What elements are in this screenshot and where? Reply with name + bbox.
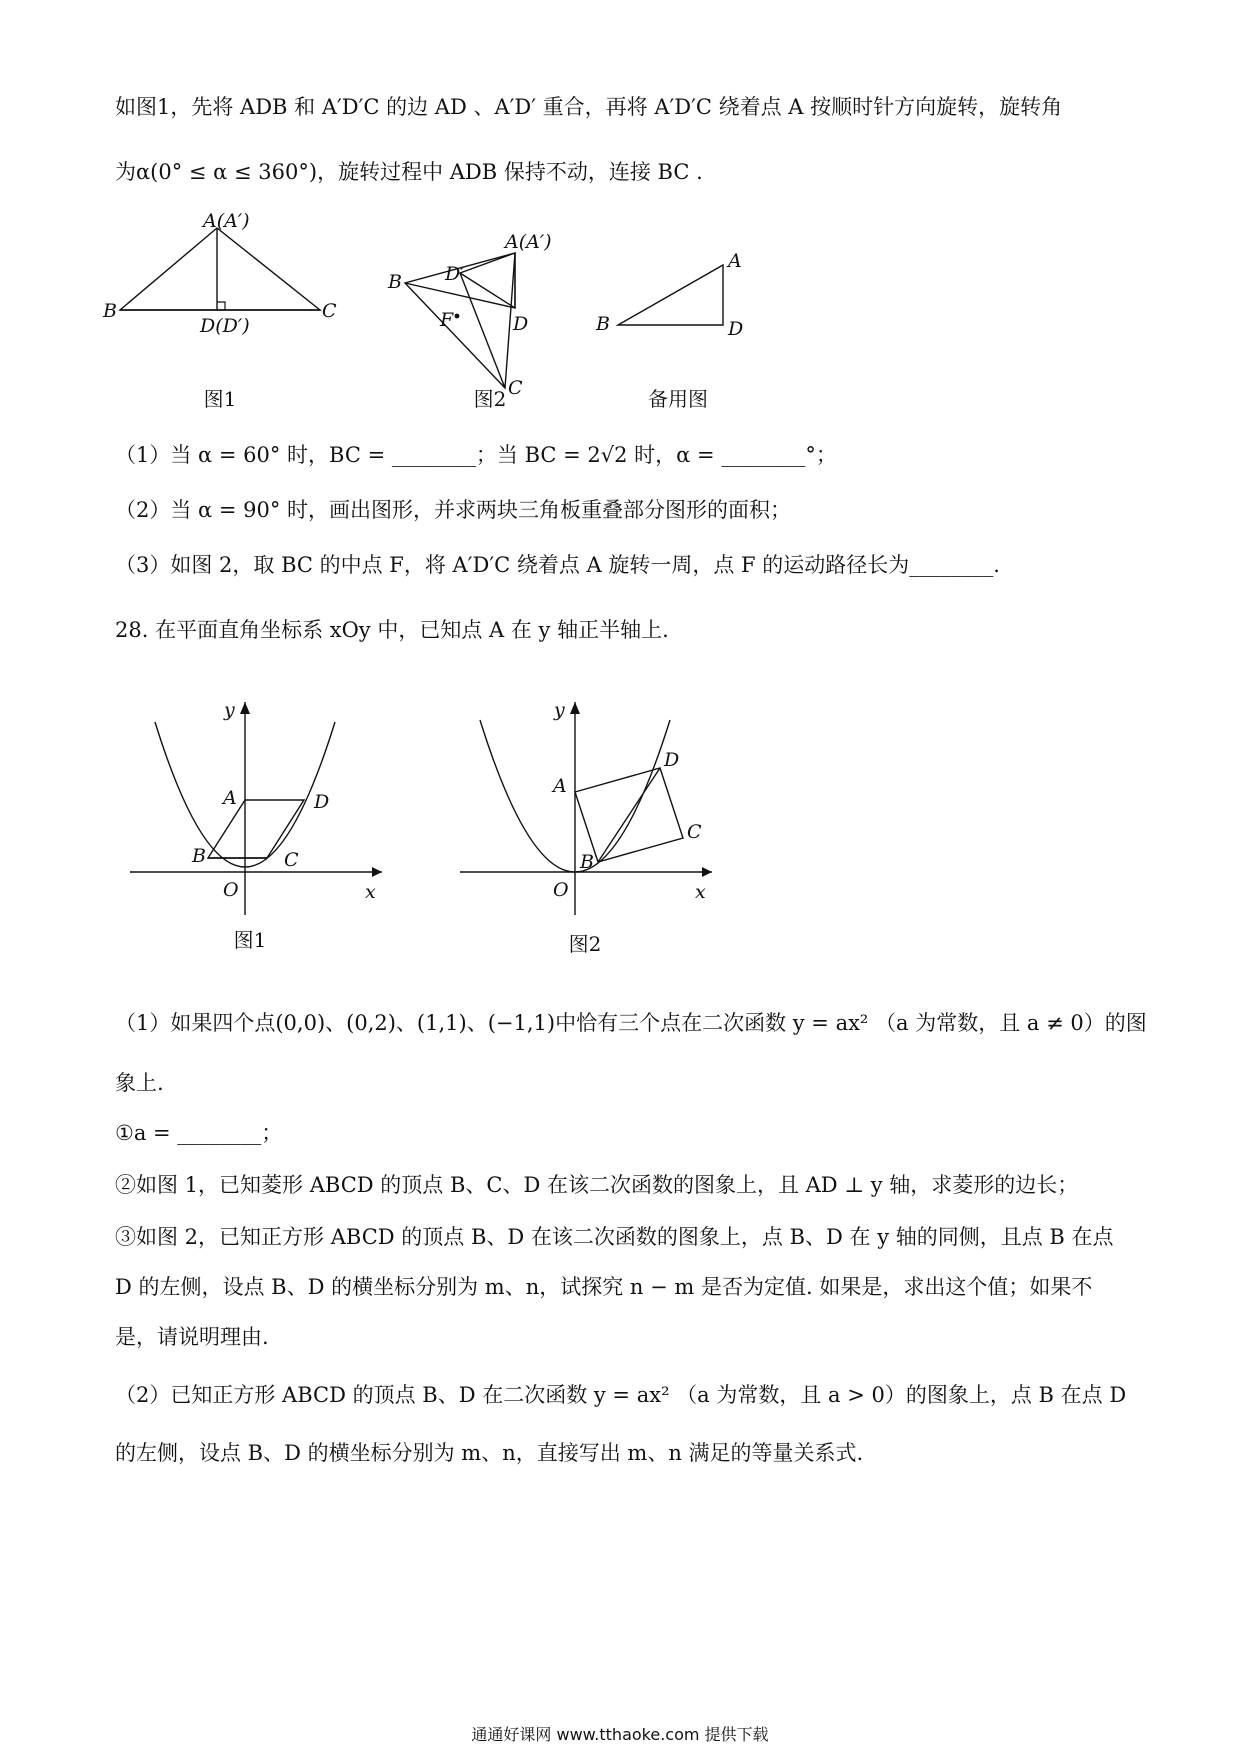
p27-spare-figure [588,250,768,355]
p28-question-1-line2: 象上. [115,1071,164,1095]
p28-sub-question-3-line1: ③如图 2，已知正方形 ABCD 的顶点 B、D 在该二次函数的图象上，点 B、D 在 y 轴的同侧，且点 B 在点 [115,1225,1114,1249]
axis-label-x-2: x [695,881,706,903]
axis-label-y: y [224,699,235,721]
p27-question-3: （3）如图 2，取 BC 的中点 F，将 A′D′C 绕着点 A 旋转一周，点 F 的运动路径长为________. [115,553,1000,577]
label-B-p28f1: B [192,845,206,867]
label-C-p28f2: C [687,821,702,843]
label-A-Aprime-2: A(A′) [505,231,552,253]
axis-label-x: x [365,881,376,903]
p28-question-2-line1: （2）已知正方形 ABCD 的顶点 B、D 在二次函数 y = ax² （a 为常数，且 a > 0）的图象上，点 B 在点 D [115,1383,1127,1407]
axis-label-y-2: y [554,699,565,721]
label-C-2: C [508,377,523,399]
label-F-2: F [440,309,454,331]
p27-question-1: （1）当 α = 60° 时，BC = ________；当 BC = 2√2 时，α = ________°； [115,443,837,467]
p27-intro-line1: 如图1，先将 ADB 和 A′D′C 的边 AD 、A′D′ 重合，再将 A′D′C 绕着点 A 按顺时针方向旋转，旋转角 [115,95,1063,119]
p28-question-2-line2: 的左侧，设点 B、D 的横坐标分别为 m、n，直接写出 m、n 满足的等量关系式. [115,1441,864,1465]
p27-fig1-caption: 图1 [203,387,237,411]
label-B-3: B [596,313,610,335]
p28-fig2-caption: 图2 [568,932,602,956]
label-A-p28f1: A [223,787,237,809]
label-B: B [103,300,117,322]
p27-question-2: （2）当 α = 90° 时，画出图形，并求两块三角板重叠部分图形的面积； [115,498,792,522]
label-B-p28f2: B [580,851,594,873]
p27-figure-2 [385,228,585,403]
label-B-2: B [388,271,402,293]
p27-intro-line2: 为α(0° ≤ α ≤ 360°)，旋转过程中 ADB 保持不动，连接 BC . [115,160,703,184]
label-D-p28f2: D [664,749,680,771]
p28-fig1-caption: 图1 [233,928,267,952]
p28-sub-question-1: ①a = ________； [115,1121,283,1145]
p27-fig2-caption: 图2 [473,387,507,411]
label-A-p28f2: A [553,775,567,797]
label-D-3: D [728,318,744,340]
label-A-Aprime: A(A′) [203,210,250,232]
label-O: O [223,879,239,901]
p28-sub-question-2: ②如图 1，已知菱形 ABCD 的顶点 B、C、D 在该二次函数的图象上，且 AD ⊥ y 轴，求菱形的边长； [115,1173,1079,1197]
p28-stem: 28. 在平面直角坐标系 xOy 中，已知点 A 在 y 轴正半轴上. [115,618,669,642]
label-D-p28f1: D [314,791,330,813]
p28-sub-question-3-line3: 是，请说明理由. [115,1325,269,1349]
p28-sub-question-3-line2: D 的左侧，设点 B、D 的横坐标分别为 m、n，试探究 n − m 是否为定值. 如果是，求出这个值；如果不 [115,1275,1093,1299]
label-Dprime-2: D′ [445,263,465,285]
label-A-3: A [728,250,742,272]
label-D-Dprime: D(D′) [200,315,250,337]
page-footer: 通通好课网 www.tthaoke.com 提供下载 [471,1725,769,1744]
label-O-2: O [553,879,569,901]
label-D-2: D [513,313,529,335]
p27-fig3-caption: 备用图 [648,387,708,411]
p28-figure-1 [120,690,400,920]
p27-figure-1 [100,210,360,345]
label-C: C [322,300,337,322]
p28-figure-2 [450,690,730,920]
p28-question-1-line1: （1）如果四个点(0,0)、(0,2)、(1,1)、(−1,1)中恰有三个点在二次函数 y = ax² （a 为常数，且 a ≠ 0）的图 [115,1011,1147,1035]
label-C-p28f1: C [284,849,299,871]
